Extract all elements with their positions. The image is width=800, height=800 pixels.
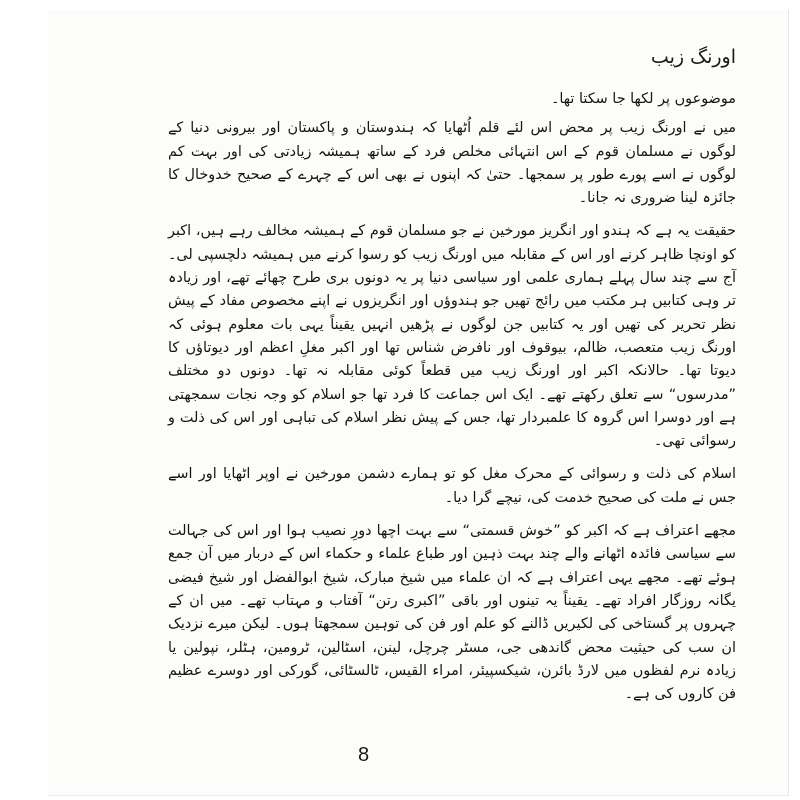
page-number: 8	[358, 744, 370, 766]
paragraph-1: میں نے اورنگ زیب پر محض اس لئے قلم اُٹھایا کہ ہندوستان و پاکستان اور بیرونی دنیا کے لوگوں نے مسلمان قوم کے اس انتہائی مخلص فرد کے ساتھ ہمیشہ زیادتی کی اور بہت کم لوگوں نے اسے پورے طور پر سمجھا۔ حتیٰ کہ اپنوں نے بھی اس کے چہرے کے صحیح خدوخال کا جائزہ لینا ضروری نہ جانا۔	[168, 120, 736, 207]
running-header: اورنگ زیب	[650, 46, 736, 68]
book-page	[48, 10, 789, 796]
paragraph-3: اسلام کی ذلت و رسوائی کے محرک مغل کو تو ہمارے دشمن مورخین نے اوپر اٹھایا اور اسے جس نے ملت کی صحیح خدمت کی، نیچے گرا دیا۔	[168, 466, 736, 506]
paragraph-continuation: موضوعوں پر لکھا جا سکتا تھا۔	[550, 91, 736, 107]
paragraph-4: مجھے اعتراف ہے کہ اکبر کو ”خوش قسمتی“ سے بہت اچھا دورِ نصیب ہوا اور اس کی جہالت سے سیاسی فائدہ اٹھانے والے چند بہت ذہین اور طباع علماء و حکماء اس کے دربار میں آن جمع ہوئے تھے۔ مجھے یہی اعتراف ہے کہ ان علماء میں شیخ مبارک، شیخ ابوالفضل اور شیخ فیضی یگانہ روزگار افراد تھے۔ یقیناً یہ تینوں اور باقی ”اکبری رتن“ آفتاب و مہتاب تھے۔ میں ان کے چہروں پر گستاخی کی لکیریں ڈالنے کو علم اور فن کی توہین سمجھتا ہوں۔ لیکن میرے نزدیک ان سب کی حیثیت محض گاندھی جی، مسٹر چرچل، لینن، اسٹالین، ٹرومین، ہٹلر، نپولین یا زیادہ نرم لفظوں میں لارڈ بائرن، شیکسپیئر، امراء القیس، ٹالسٹائی، گورکی اور دوسرے عظیم فن کاروں کی ہے۔	[168, 523, 736, 703]
paragraph-2: حقیقت یہ ہے کہ ہندو اور انگریز مورخین نے جو مسلمان قوم کے ہمیشہ مخالف رہے ہیں، اکبر کو اونچا ظاہر کرنے اور اس کے مقابلہ میں اورنگ زیب کو رسوا کرنے میں ہمیشہ دلچسپی لی۔ آج سے چند سال پہلے ہماری علمی اور سیاسی دنیا پر یہ دونوں بری طرح چھائے تھے، اور زیادہ تر وہی کتابیں ہر مکتب میں رائج تھیں جو ہندوؤں اور انگریزوں نے اپنے مخصوص مفاد کے پیش نظر تحریر کی تھیں اور یہ کتابیں جن لوگوں نے پڑھیں انہیں یقیناً یہی بات معلوم ہوئی کہ اورنگ زیب متعصب، ظالم، بیوقوف اور نافرض شناس تھا اور اکبر مغلِ اعظم اور دیوتاؤں کا دیوتا تھا۔ حالانکہ اکبر اور اورنگ زیب میں قطعاً کوئی مقابلہ نہ تھا۔ دونوں دو مختلف ”مدرسوں“ سے تعلق رکھتے تھے۔ ایک اس جماعت کا فرد تھا جو اسلام کو وجہ نجات سمجھتی ہے اور دوسرا اس گروہ کا علمبردار تھا، جس کے پیش نظر اسلام کی تباہی اور اس کی ذلت و رسوائی تھی۔	[168, 223, 736, 450]
page-body	[168, 88, 736, 706]
